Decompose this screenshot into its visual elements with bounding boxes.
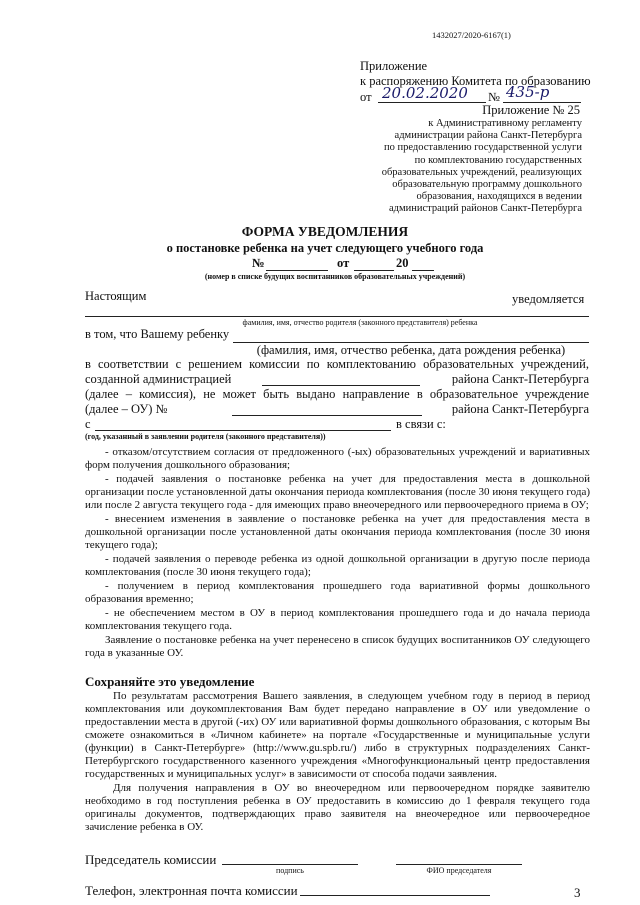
reason-item: - внесением изменения в заявление о постановке ребенка на учет для предоставления места в дошкольной организации после установленной даты окончания периода комплектования (после 30 июня текущего года); [85, 513, 590, 551]
annex-line: по комплектованию государственных [414, 154, 582, 166]
keep-paragraph-1: По результатам рассмотрения Вашего заявления, в следующем учебном году в период в период комплектования или доукомплектования Вам будет передано направление в ОУ или уведомление о предоставлении места в другой (-их) ОУ или вариативной формы дошкольного образования, с которым Вы сможете ознакомиться в «Личном кабинете» на портале «Государственные и муниципальные услуги (функции) в Санкт-Петербурге» (http://www.gu.spb.ru/) либо в структурных подразделениях Санкт-Петербургского государственного казенного учреждения «Многофункциональный центр предоставления государственных и муниципальных услуг» в зависимости от способа подачи заявления. [85, 690, 590, 780]
reason-item: - подачей заявления о постановке ребенка на учет для предоставления места в дошкольной организации после установленной даты окончания периода комплектования (после 30 июня текущего года) или после 2 августа текущего года - для имеющих право внеочередного или первоочередного приема в ОУ; [85, 473, 590, 511]
annex-line: образовательную программу дошкольного [392, 179, 582, 191]
appendix-date: 20.02.2020 [382, 84, 468, 102]
annex-title: Приложение № 25 [482, 103, 580, 117]
reasons-list [85, 446, 590, 660]
appendix-title: Приложение [360, 59, 428, 73]
decision-line-1: в соответствии с решением комиссии по комплектованию образовательных учреждений, [85, 357, 589, 371]
signature-line [222, 864, 358, 865]
contacts-line [300, 895, 490, 896]
keep-paragraph-2: Для получения направления в ОУ во внеочередном или первоочередном порядке заявителю необходимо в год поступления ребенка в ОУ предоставить в комиссию до 1 февраля текущего года оригиналы документов, подтверждающих право заявителя на внеочередное или первоочередное зачисление ребенка в ОУ. [85, 782, 590, 833]
annex-line: по предоставлению государственной услуги [384, 142, 582, 154]
form-title: ФОРМА УВЕДОМЛЕНИЯ [241, 224, 409, 239]
form-num-line [266, 270, 328, 271]
form-date-line [354, 270, 394, 271]
form-year-label: 20 [396, 256, 409, 270]
year-caption: (год, указанный в заявлении родителя (законного представителя)) [85, 432, 326, 441]
child-caption: (фамилия, имя, отчество ребенка, дата рождения ребенка) [256, 343, 566, 357]
reason-item: - подачей заявления о переводе ребенка из одной дошкольной организации в другую после периода комплектования (после 30 июня текущего года); [85, 553, 590, 578]
district-line [262, 385, 420, 386]
decision-line-5b: в связи с: [396, 417, 446, 431]
decision-line-5a: с [85, 417, 91, 431]
annex-lines [300, 118, 582, 216]
year-line [95, 430, 391, 431]
annex-line: администрации района Санкт-Петербурга [394, 130, 582, 142]
that-child-text: в том, что Вашему ребенку [85, 327, 230, 341]
contacts-label: Телефон, электронная почта комиссии [85, 883, 298, 898]
form-subtitle: о постановке ребенка на учет следующего учебного года [166, 241, 484, 255]
annex-line: образовательных учреждений, реализующих [381, 166, 582, 178]
decision-line-2b: района Санкт-Петербурга [451, 372, 589, 386]
decision-line-4b: района Санкт-Петербурга [451, 402, 589, 416]
form-from-label: от [337, 256, 350, 270]
annex-line: образования, находящихся в ведении [416, 191, 582, 203]
form-num-caption: (номер в списке будущих воспитанников образовательных учреждений) [204, 272, 466, 281]
annex-line: администраций районов Санкт-Петербурга [389, 203, 582, 215]
parent-caption: фамилия, имя, отчество родителя (законного представителя) ребенка [242, 318, 478, 327]
document-id: 1432027/2020-6167(1) [432, 30, 511, 40]
appendix-num-label: № [488, 90, 500, 104]
form-num-label: № [252, 256, 265, 270]
reason-item: - получением в период комплектования прошедшего года вариативной формы дошкольного образования временно; [85, 580, 590, 605]
notified-text: уведомляется [512, 292, 585, 306]
chairman-label: Председатель комиссии [85, 852, 217, 867]
decision-line-2a: созданной администрацией [85, 372, 232, 386]
form-year-line [412, 270, 434, 271]
reason-item: - не обеспечением местом в ОУ в период комплектования прошедшего года и до начала периода комплектования текущего года. [85, 607, 590, 632]
ou-number-line [232, 415, 422, 416]
signature-caption: подпись [276, 866, 304, 875]
appendix-ref: к распоряжению Комитета по образованию [360, 74, 591, 88]
decision-line-4a: (далее – ОУ) № [85, 402, 168, 416]
appendix-number: 435-р [506, 83, 550, 101]
keep-title: Сохраняйте это уведомление [85, 674, 255, 689]
transfer-note: Заявление о постановке ребенка на учет перенесено в список будущих воспитанников ОУ следующего года в указанные ОУ. [85, 634, 590, 659]
reason-item: - отказом/отсутствием согласия от предложенного (-ых) образовательных учреждений и вариативных форм получения дошкольного образования; [85, 446, 590, 471]
page-number: 3 [574, 885, 581, 900]
fio-line [396, 864, 522, 865]
fio-caption: ФИО председателя [426, 866, 492, 875]
annex-line: к Административному регламенту [428, 118, 582, 129]
parent-name-line [85, 316, 589, 317]
keep-body [85, 690, 590, 834]
appendix-from-label: от [360, 90, 372, 104]
decision-line-3: (далее – комиссия), не может быть выдано направление в образовательное учреждение [85, 387, 589, 401]
hereby-text: Настоящим [85, 289, 147, 303]
